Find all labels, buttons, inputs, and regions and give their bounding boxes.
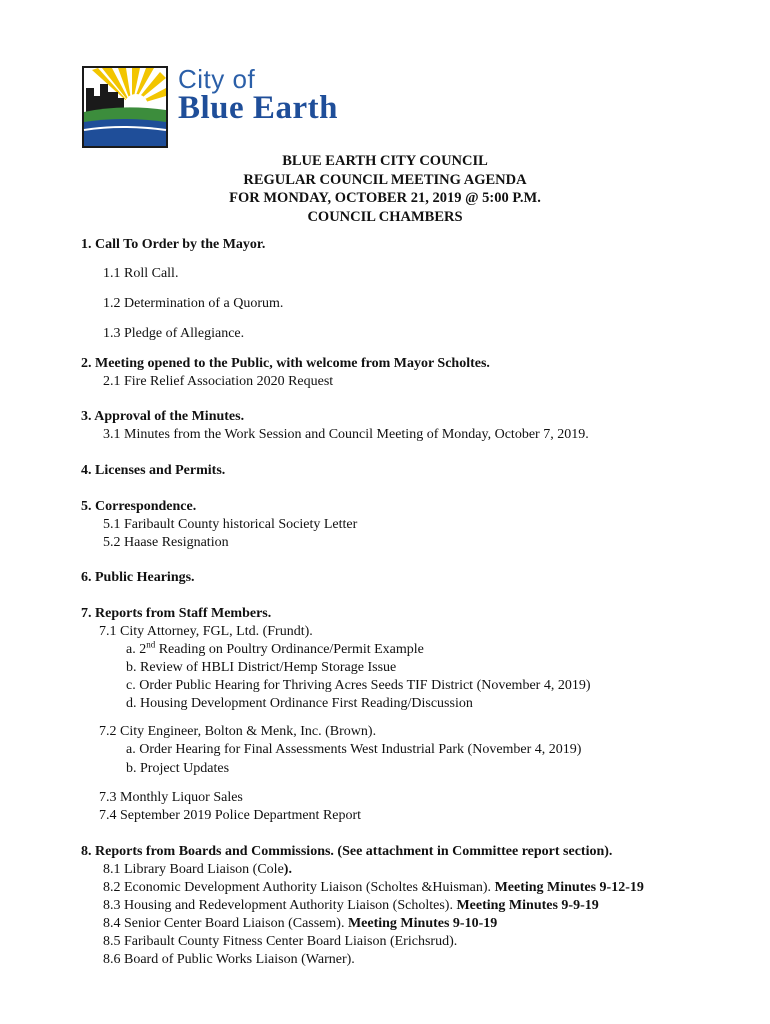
item-7-2-a: a. Order Hearing for Final Assessments West Industrial Park (November 4, 2019)	[126, 742, 582, 757]
item-1-3: 1.3 Pledge of Allegiance.	[103, 326, 245, 341]
item-8-2	[103, 879, 644, 897]
item-8-4	[103, 915, 497, 933]
item-7-1-b: b. Review of HBLI District/Hemp Storage Issue	[126, 660, 397, 675]
section-7-title: 7. Reports from Staff Members.	[81, 606, 272, 621]
item-7-2: 7.2 City Engineer, Bolton & Menk, Inc. (Brown).	[99, 724, 377, 739]
section-1-title: 1. Call To Order by the Mayor.	[81, 237, 266, 252]
item-1-2: 1.2 Determination of a Quorum.	[103, 296, 284, 311]
item-8-4-minutes: Meeting Minutes 9-10-19	[347, 916, 498, 931]
item-7-4: 7.4 September 2019 Police Department Report	[99, 808, 362, 823]
item-1-1: 1.1 Roll Call.	[103, 266, 179, 281]
item-8-2-text: 8.2 Economic Development Authority Liaison (Scholtes &Huisman).	[103, 880, 495, 895]
item-7-1-a-ordinal: nd	[146, 639, 156, 650]
item-7-1-c: c. Order Public Hearing for Thriving Acres Seeds TIF District (November 4, 2019)	[126, 678, 591, 693]
item-8-3-text: 8.3 Housing and Redevelopment Authority Liaison (Scholtes).	[103, 898, 457, 913]
item-8-4-text: 8.4 Senior Center Board Liaison (Cassem).	[103, 916, 348, 931]
item-3-1: 3.1 Minutes from the Work Session and Council Meeting of Monday, October 7, 2019.	[103, 427, 589, 442]
header-council: BLUE EARTH CITY COUNCIL	[282, 153, 488, 169]
section-8-title: 8. Reports from Boards and Commissions. (See attachment in Committee report section).	[81, 844, 613, 859]
header-date: FOR MONDAY, OCTOBER 21, 2019 @ 5:00 P.M.	[229, 190, 541, 206]
section-5-title: 5. Correspondence.	[81, 499, 197, 514]
item-2-1: 2.1 Fire Relief Association 2020 Request	[103, 374, 334, 389]
item-8-3-minutes: Meeting Minutes 9-9-19	[456, 898, 599, 913]
item-7-1-a	[126, 641, 424, 659]
item-7-2-b: b. Project Updates	[126, 761, 230, 776]
section-3-title: 3. Approval of the Minutes.	[81, 409, 245, 424]
item-7-1: 7.1 City Attorney, FGL, Ltd. (Frundt).	[99, 624, 313, 639]
item-5-1: 5.1 Faribault County historical Society Letter	[103, 517, 358, 532]
logo-name-text: Blue Earth	[178, 90, 338, 126]
item-8-1	[103, 861, 292, 879]
logo-city-text: City of	[178, 64, 256, 94]
item-7-1-a-prefix: a. 2	[126, 642, 147, 657]
item-8-5: 8.5 Faribault County Fitness Center Board Liaison (Erichsrud).	[103, 934, 458, 949]
section-2-title: 2. Meeting opened to the Public, with welcome from Mayor Scholtes.	[81, 356, 490, 371]
item-7-1-d: d. Housing Development Ordinance First Reading/Discussion	[126, 696, 473, 711]
header-agenda-title: REGULAR COUNCIL MEETING AGENDA	[243, 171, 527, 188]
item-8-1-bold: ).	[283, 862, 292, 877]
item-5-2: 5.2 Haase Resignation	[103, 535, 229, 550]
section-4-title: 4. Licenses and Permits.	[81, 463, 226, 478]
item-8-1-text: 8.1 Library Board Liaison (Cole	[103, 862, 284, 877]
item-8-3	[103, 897, 599, 915]
item-7-3: 7.3 Monthly Liquor Sales	[99, 790, 243, 805]
city-logo	[82, 66, 422, 150]
city-logo-icon	[82, 66, 168, 148]
item-8-6: 8.6 Board of Public Works Liaison (Warner).	[103, 952, 355, 967]
section-6-title: 6. Public Hearings.	[81, 570, 195, 585]
agenda-header	[0, 152, 770, 226]
item-7-1-a-text: Reading on Poultry Ordinance/Permit Example	[155, 642, 424, 657]
header-location: COUNCIL CHAMBERS	[307, 208, 463, 225]
item-8-2-minutes: Meeting Minutes 9-12-19	[494, 880, 644, 895]
